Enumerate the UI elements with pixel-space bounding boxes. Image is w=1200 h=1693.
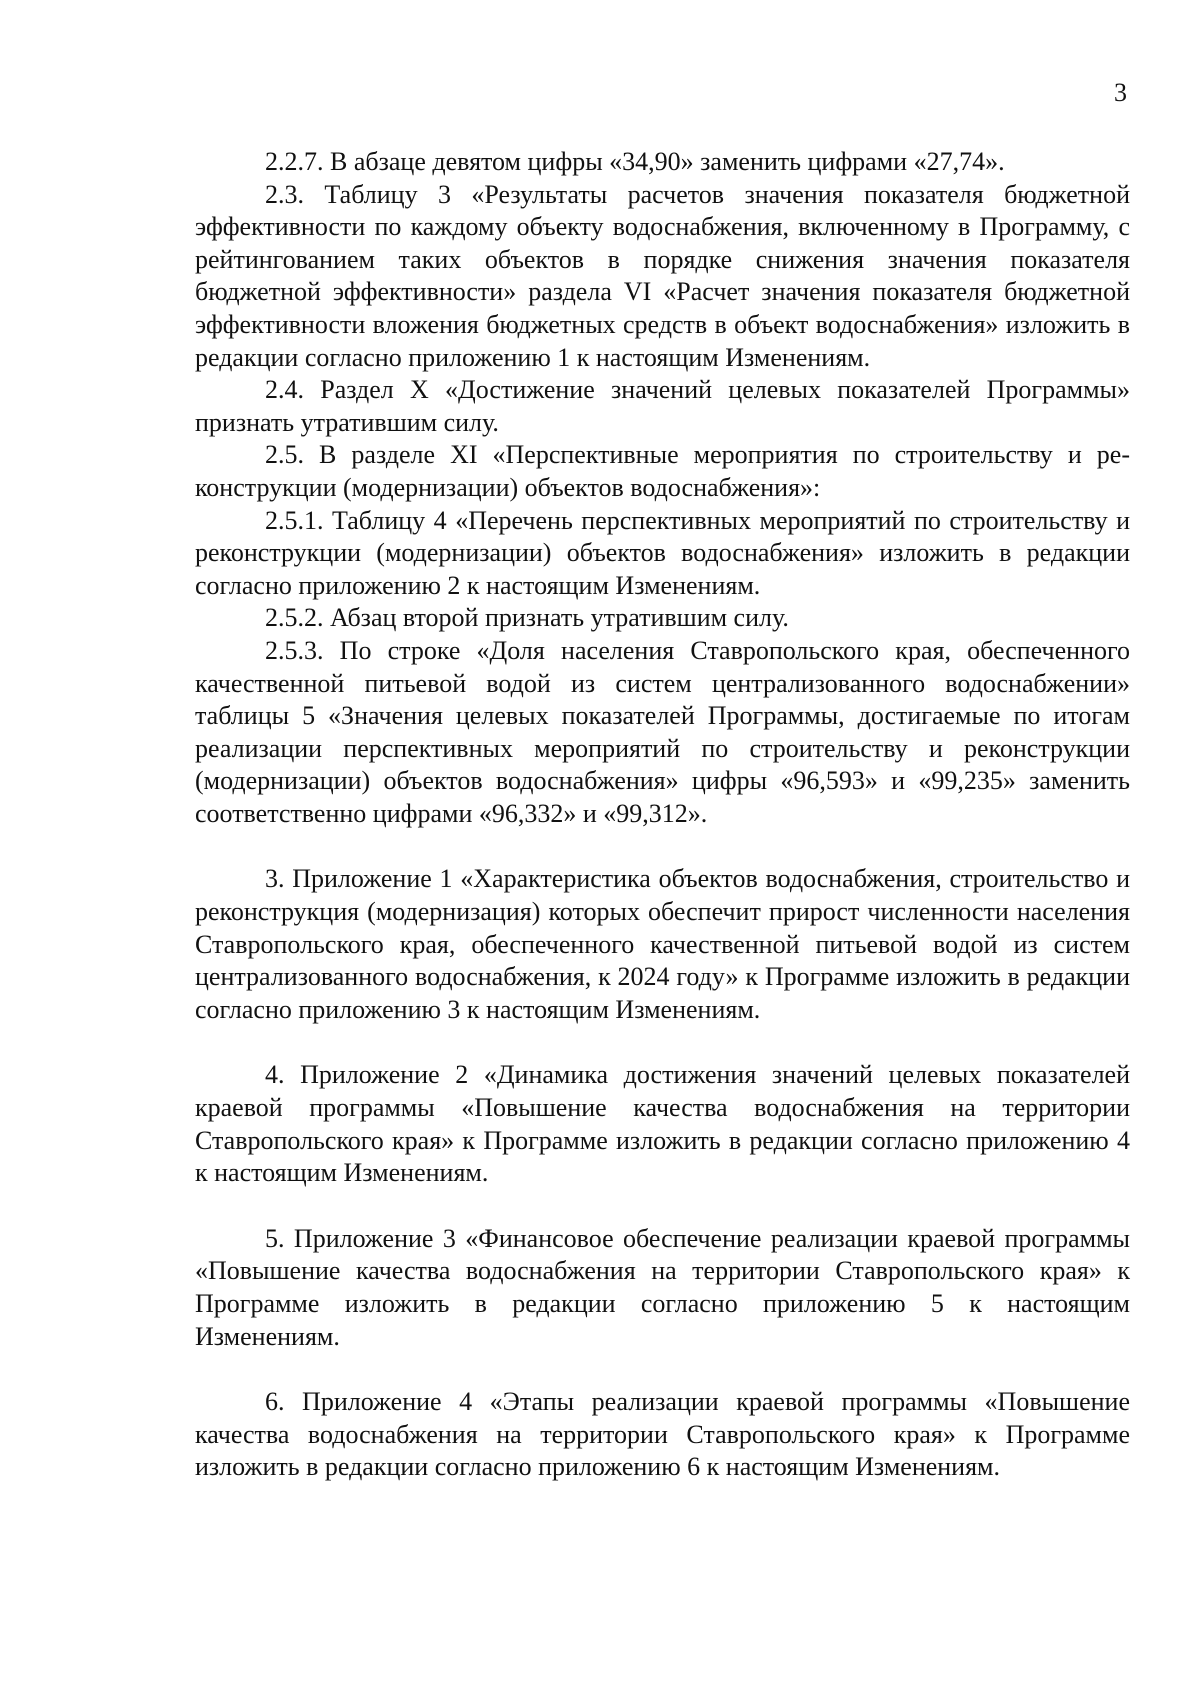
paragraph-4: 4. Приложение 2 «Динамика достижения значений целевых показателей краевой программы «Повышение качества водоснабжения на территории Ставропольского края» к Программе изложить в редакции согласно приложению 4 к настоящим Изменениям. (195, 1060, 1130, 1188)
paragraph-6: 6. Приложение 4 «Этапы реализации краевой программы «Повышение качества водоснабжения на территории Ставропольского края» к Программе изложить в редакции согласно приложению 6 к настоящим Изменениям. (195, 1387, 1130, 1482)
paragraph-2-5-2: 2.5.2. Абзац второй признать утратившим силу. (265, 603, 789, 633)
paragraph-2-5-3: 2.5.3. По строке «Доля населения Ставропольского края, обеспеченного качественной питьевой водой из систем централизованного водоснабжении» таблицы 5 «Значения целевых показателей Программы, достигаемые по итогам реализации перспективных мероприятий по строительству и реконструкции (модернизации) объектов водоснабжения» цифры «96,593» и «99,235» заменить соответственно цифрами «96,332» и «99,312». (195, 635, 1130, 828)
document-body (195, 146, 1130, 1484)
paragraph-2-5: 2.5. В разделе XI «Перспективные мероприятия по строительству и реконструкции (модернизации) объектов водоснабжения»: (195, 440, 1130, 502)
paragraph-2-3: 2.3. Таблицу 3 «Результаты расчетов значения показателя бюджетной эффективности по каждому объекту водоснабжения, включенному в Программу, с рейтингованием таких объектов в порядке снижения значения показателя бюджетной эффективности» раздела VI «Расчет значения показателя бюджетной эффективности вложения бюджетных средств в объект водоснабжения» изложить в редакции согласно приложению 1 к настоящим Изменениям. (195, 179, 1130, 372)
paragraph-2-5-1: 2.5.1. Таблицу 4 «Перечень перспективных мероприятий по строительству и реконструкции (модернизации) объектов водоснабжения» изложить в редакции согласно приложению 2 к настоящим Изменениям. (195, 505, 1130, 600)
paragraph-3: 3. Приложение 1 «Характеристика объектов водоснабжения, строительство и реконструкция (модернизация) которых обеспечит прирост численности населения Ставропольского края, обеспеченного качественной питьевой водой из систем централизованного водоснабжения, к 2024 году» к Программе изложить в редакции согласно приложению 3 к настоящим Изменениям. (195, 864, 1130, 1024)
page-number: 3 (1114, 78, 1127, 107)
paragraph-5: 5. Приложение 3 «Финансовое обеспечение реализации краевой программы «Повышение качества водоснабжения на территории Ставропольского края» к Программе изложить в редакции согласно приложению 5 к настоящим Изменениям. (195, 1223, 1130, 1351)
paragraph-2-4: 2.4. Раздел X «Достижение значений целевых показателей Программы» признать утратившим силу. (195, 375, 1130, 437)
paragraph-2-2-7: 2.2.7. В абзаце девятом цифры «34,90» заменить цифрами «27,74». (265, 147, 1005, 176)
